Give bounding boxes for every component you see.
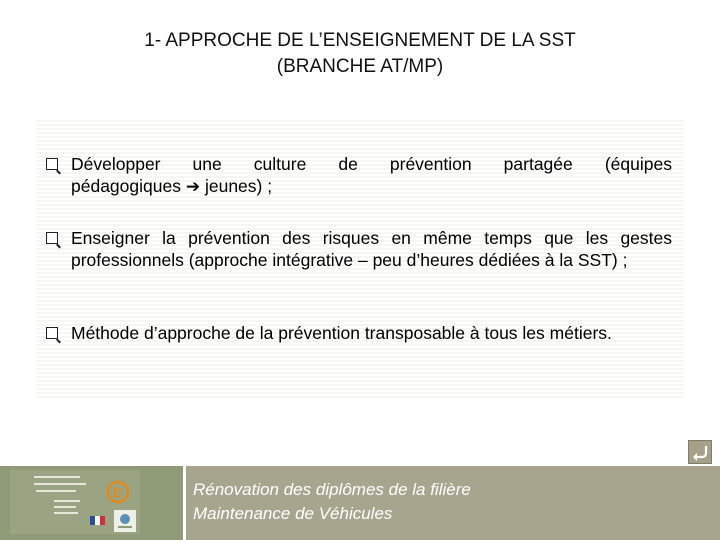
academy-logo-panel xyxy=(0,466,183,540)
checkbox-q-bullet-icon xyxy=(46,327,58,339)
checkbox-q-bullet-icon xyxy=(46,232,58,244)
return-arrow-icon xyxy=(689,441,711,463)
french-flag-icon xyxy=(90,516,105,525)
bullet-1-line-1: Développer une culture de prévention partagée (équipes xyxy=(71,154,672,174)
academy-logo-graphic xyxy=(10,470,140,534)
svg-text:É: É xyxy=(113,485,122,500)
slide-title xyxy=(60,28,660,80)
title-line-2: (BRANCHE AT/MP) xyxy=(276,56,444,77)
academy-logo xyxy=(10,470,140,534)
bullet-2-text: Enseigner la prévention des risques en même temps que les gestes professionnels (approche intégrative – peu d’heures dédiées à la SST) ; xyxy=(71,228,672,270)
footer-separator xyxy=(183,466,186,540)
checkbox-q-bullet-icon xyxy=(46,158,58,170)
bullet-1 xyxy=(46,153,672,198)
bullet-3-text: Méthode d’approche de la prévention transposable à tous les métiers. xyxy=(71,323,612,343)
footer-caption xyxy=(193,478,471,526)
footer-line-2: Maintenance de Véhicules xyxy=(193,504,393,523)
bullet-2 xyxy=(46,227,672,271)
return-button[interactable] xyxy=(688,440,712,464)
footer-line-1: Rénovation des diplômes de la filière xyxy=(193,480,471,499)
title-line-1: 1- APPROCHE DE L’ENSEIGNEMENT DE LA SST xyxy=(144,30,576,51)
right-arrow-icon: ➔ xyxy=(185,177,201,196)
bullet-1-line-2: pédagogiques ➔ jeunes) ; xyxy=(71,176,273,196)
footer-bar xyxy=(0,466,720,540)
bullet-3 xyxy=(46,322,672,344)
